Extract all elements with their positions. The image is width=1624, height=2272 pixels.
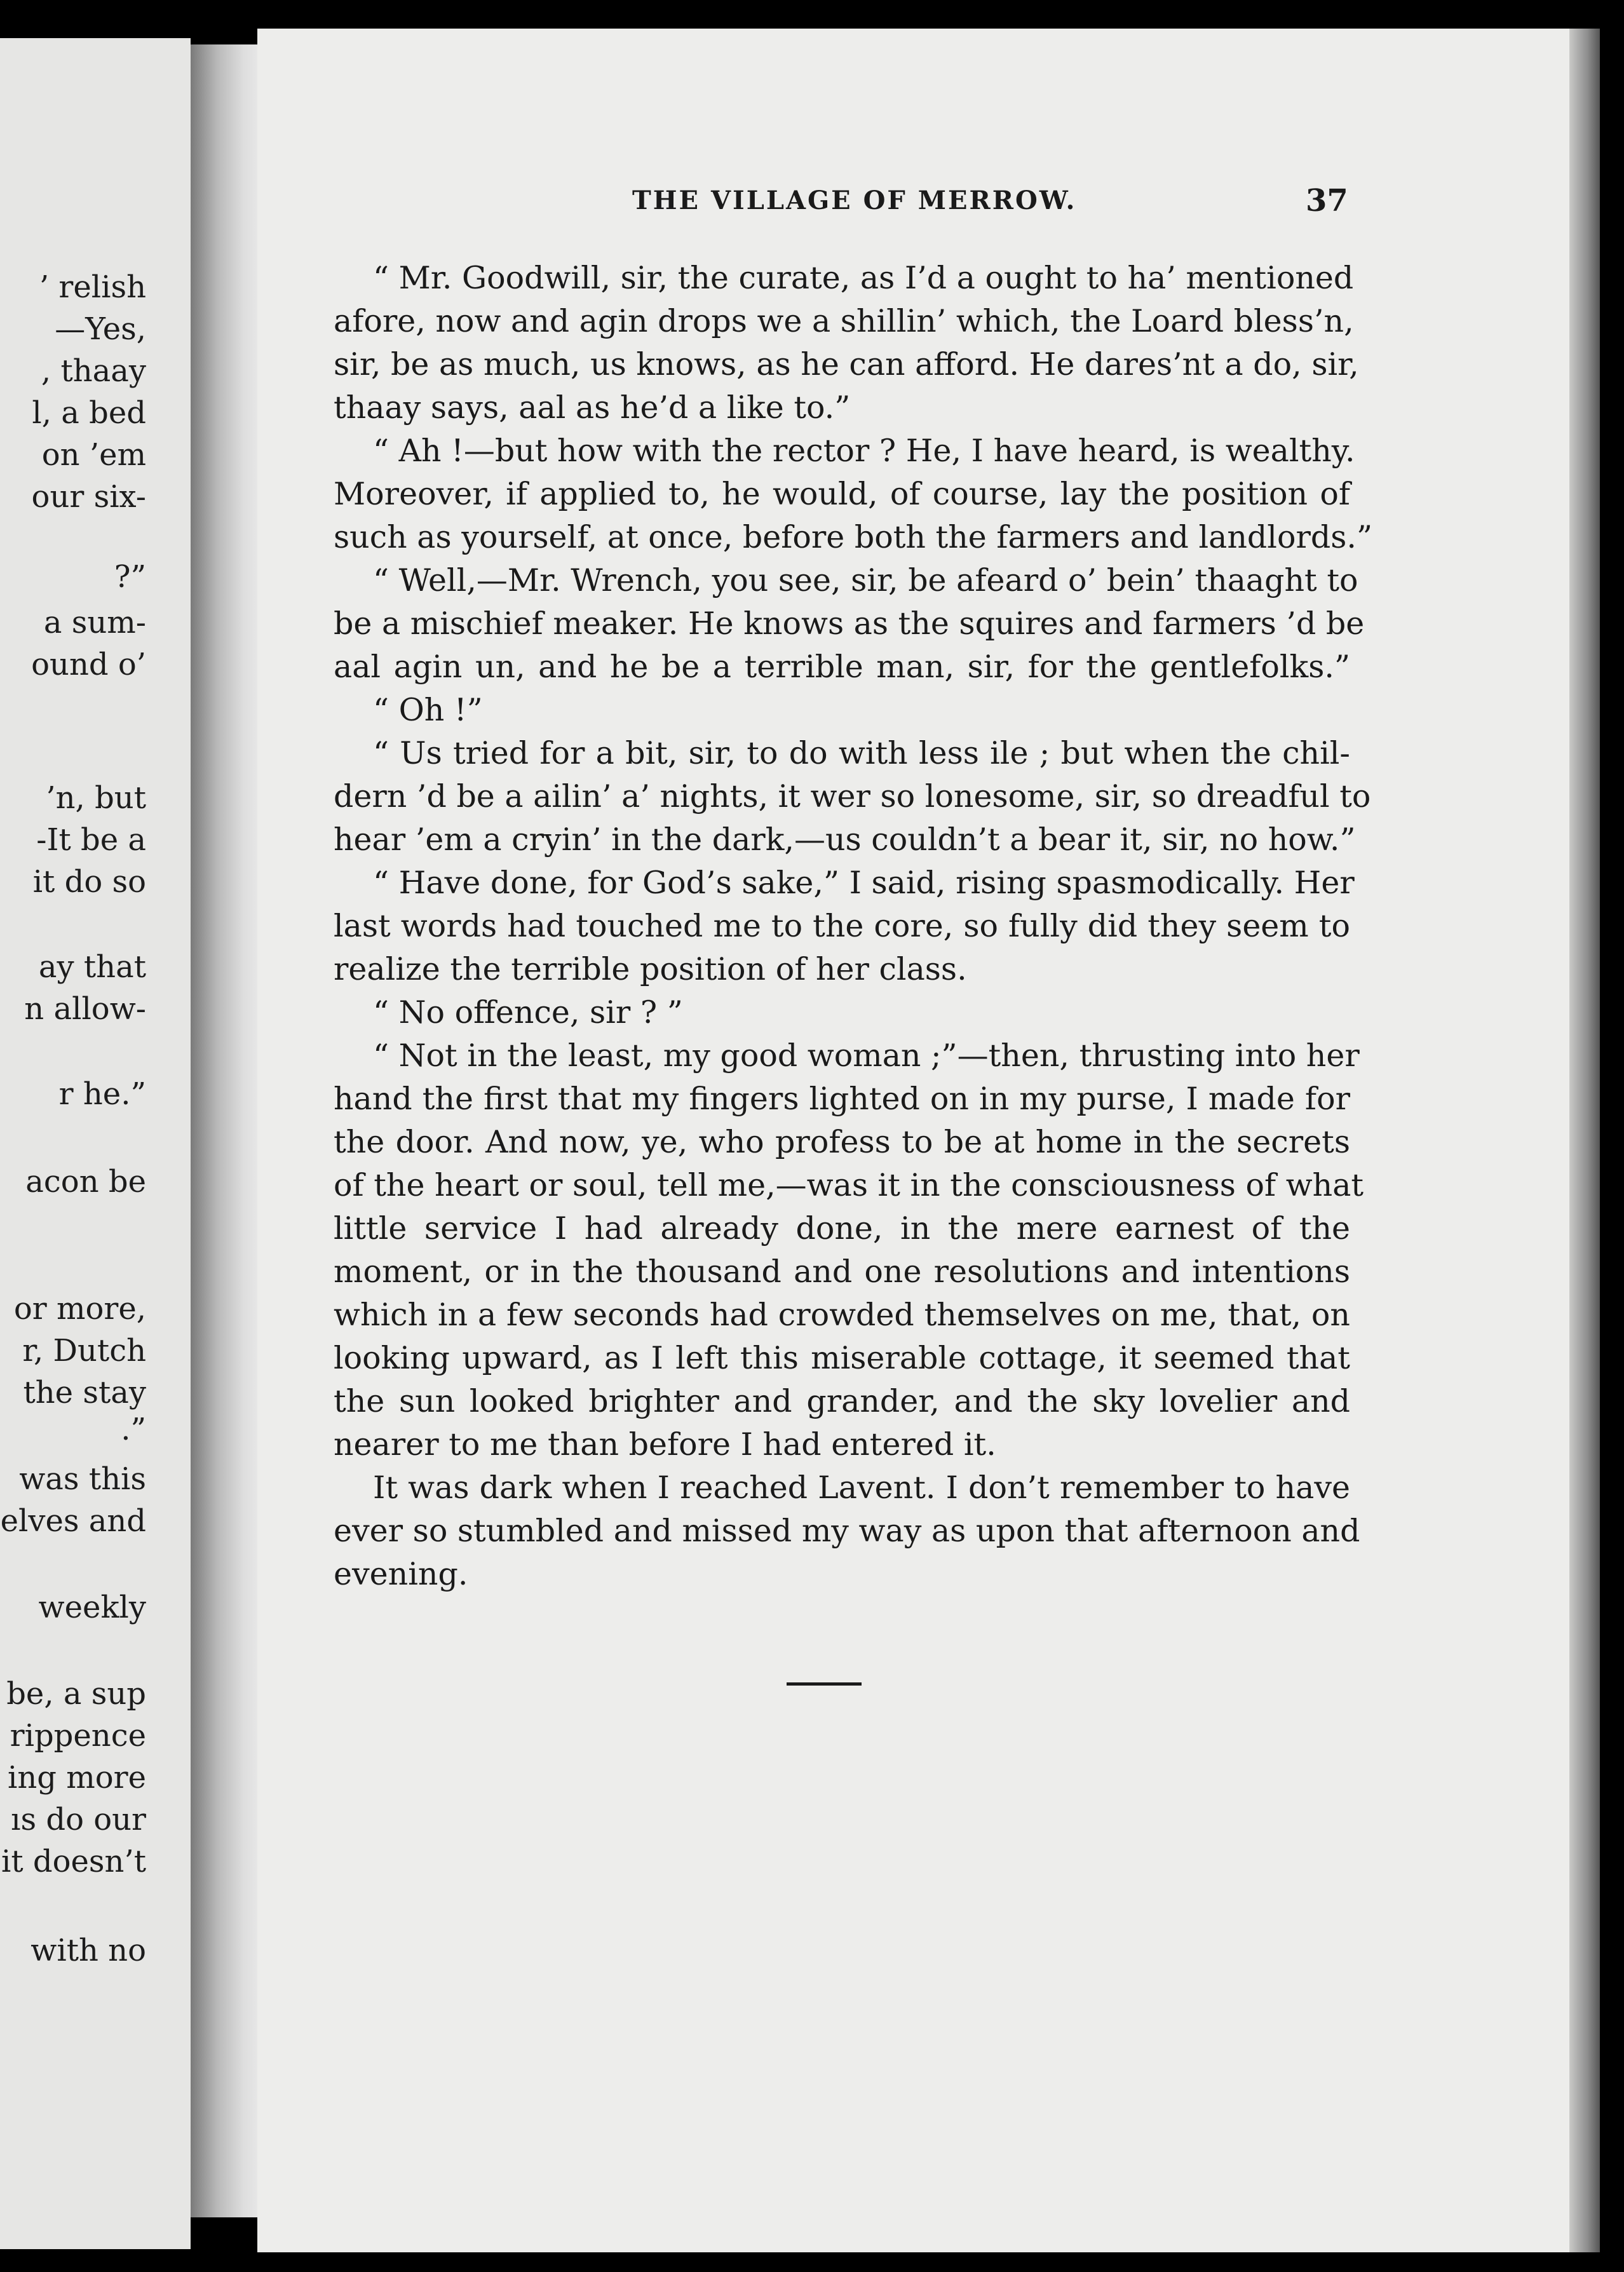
text-line: It was dark when I reached Lavent. I don’t remember to have [373,1470,1350,1506]
text-line: be a mischief meaker. He knows as the squires and farmers ’d be [334,605,1365,642]
previous-page-fragment [0,38,191,2249]
previous-page-line: r, Dutch [22,1333,146,1369]
previous-page-line: ’n, but [46,780,146,816]
page-edge-shadow [1569,29,1600,2252]
previous-page-line: rippence [10,1718,146,1754]
text-line: realize the terrible position of her class. [334,951,967,987]
previous-page-line: , thaay [41,353,146,389]
text-line: “ Oh !” [373,692,483,728]
text-line: “ Have done, for God’s sake,” I said, rising spasmodically. Her [373,865,1355,901]
previous-page-line: elves and [0,1503,146,1539]
text-line: which in a few seconds had crowded themselves on me, that, on [334,1297,1350,1333]
text-line: the sun looked brighter and grander, and the sky lovelier and [334,1383,1350,1419]
text-line: evening. [334,1556,468,1592]
text-line: afore, now and agin drops we a shillin’ which, the Loard bless’n, [334,303,1354,339]
previous-page-line: n allow- [24,991,146,1027]
previous-page-line: ıs do our [11,1802,146,1837]
previous-page-line: ound o’ [31,647,146,682]
previous-page-line: weekly [38,1590,146,1625]
previous-page-line: be, a sup [6,1676,146,1712]
body-text [334,257,1373,1596]
text-line: looking upward, as I left this miserable cottage, it seemed that [334,1340,1350,1376]
text-line: sir, be as much, us knows, as he can afford. He dares’nt a do, sir, [334,346,1359,382]
previous-page-line: it doesn’t [1,1844,146,1879]
text-line: ever so stumbled and missed my way as upon that afternoon and [334,1513,1360,1549]
text-line: “ No offence, sir ? ” [373,994,683,1031]
previous-page-line: was this [19,1461,146,1497]
text-line: hear ’em a cryin’ in the dark,—us couldn’t a bear it, sir, no how.” [334,822,1356,858]
text-line: “ Ah !—but how with the rector ? He, I have heard, is wealthy. [373,433,1355,469]
previous-page-line: the stay [23,1375,146,1410]
previous-page-line: ing more [7,1760,146,1795]
previous-page-line: ay that [38,949,146,985]
previous-page-line: ’ relish [39,269,146,305]
page-number: 37 [1306,183,1348,219]
text-line: “ Mr. Goodwill, sir, the curate, as I’d a ought to ha’ mentioned [373,260,1354,296]
previous-page-line: or more, [13,1291,146,1327]
previous-page-line: ?” [114,559,146,595]
previous-page-line: on ’em [41,437,146,473]
text-line: the door. And now, ye, who profess to be at home in the secrets [334,1124,1350,1160]
previous-page-line: —Yes, [55,311,146,347]
text-line: “ Not in the least, my good woman ;”—then, thrusting into her [373,1038,1360,1074]
previous-page-line: it do so [32,864,146,900]
previous-page-line: r he.” [58,1076,146,1112]
text-line: “ Well,—Mr. Wrench, you see, sir, be afeard o’ bein’ thaaght to [373,562,1358,598]
text-line: hand the first that my fingers lighted on in my purse, I made for [334,1081,1350,1117]
section-end-rule [787,1682,862,1686]
text-line: “ Us tried for a bit, sir, to do with less ile ; but when the chil- [373,735,1350,771]
text-line: Moreover, if applied to, he would, of course, lay the position of [334,476,1350,512]
previous-page-line: a sum- [43,605,146,640]
text-line: aal agin un, and he be a terrible man, sir, for the gentlefolks.” [334,649,1350,685]
text-line: nearer to me than before I had entered it. [334,1426,996,1463]
text-line: thaay says, aal as he’d a like to.” [334,389,851,426]
previous-page-line: with no [30,1933,146,1968]
text-line: little service I had already done, in the mere earnest of the [334,1210,1350,1247]
text-line: such as yourself, at once, before both the farmers and landlords.” [334,519,1373,555]
running-header: THE VILLAGE OF MERROW. [632,186,1077,215]
text-line: dern ’d be a ailin’ a’ nights, it wer so lonesome, sir, so dreadful to [334,778,1371,815]
previous-page-line: .” [121,1412,146,1447]
text-line: moment, or in the thousand and one resolutions and intentions [334,1254,1350,1290]
text-line: of the heart or soul, tell me,—was it in the consciousness of what [334,1167,1364,1203]
previous-page-line: our six- [31,479,146,515]
previous-page-line: acon be [25,1164,146,1200]
previous-page-line: -It be a [36,822,146,858]
text-line: last words had touched me to the core, so fully did they seem to [334,908,1350,944]
previous-page-line: l, a bed [32,395,146,431]
book-gutter-shadow [191,44,267,2217]
